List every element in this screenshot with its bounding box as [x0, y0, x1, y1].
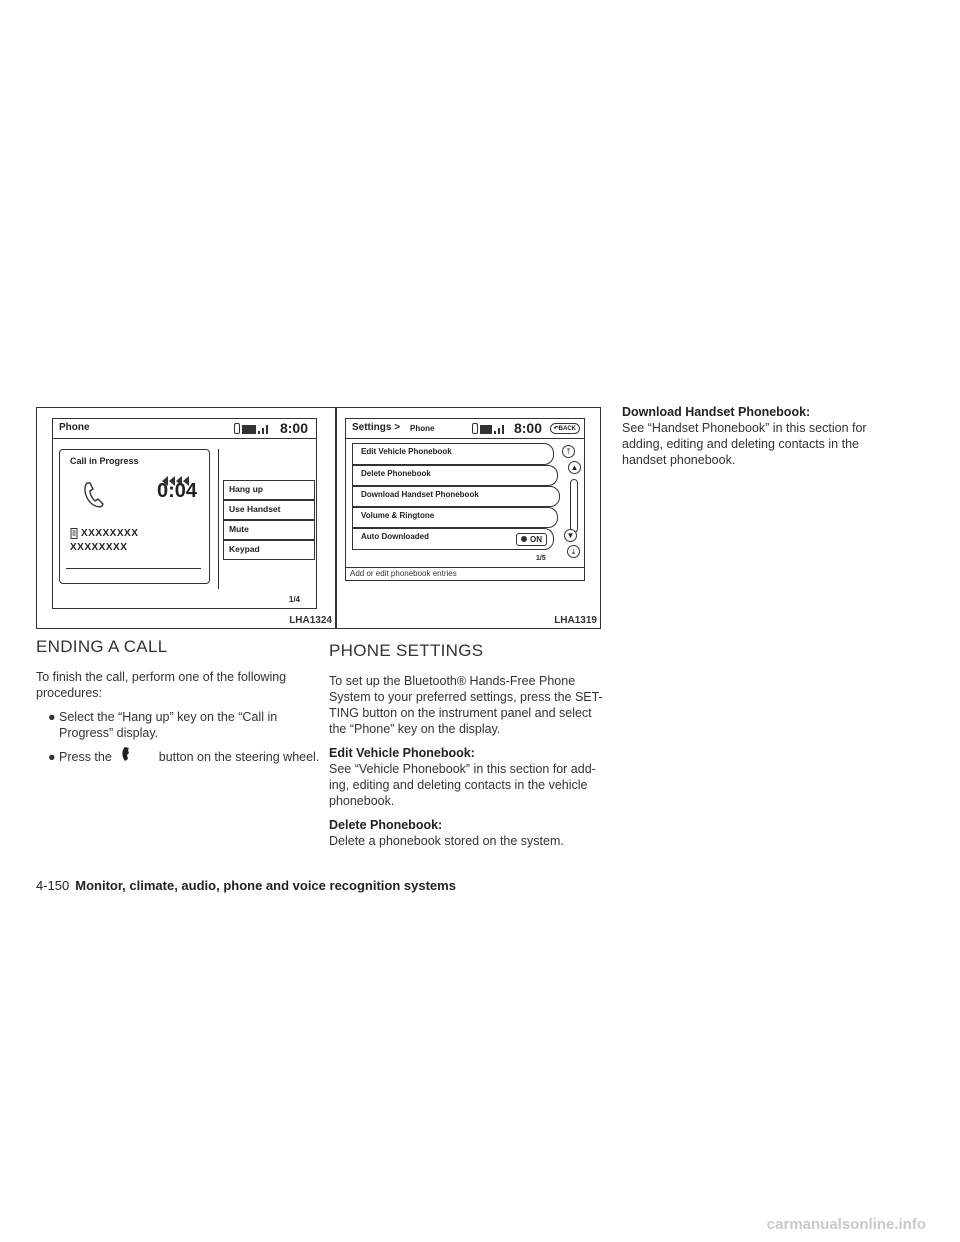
paragraph: To finish the call, perform one of the following procedures: — [36, 670, 287, 700]
call-panel — [59, 449, 210, 584]
column-ending-a-call — [36, 637, 324, 773]
bullet-marker: ● — [48, 710, 56, 724]
back-arrow-icon: ↶ — [553, 426, 559, 432]
figure-phone-settings — [336, 407, 601, 629]
status-icons — [234, 423, 268, 434]
watermark: carmanualsonline.info — [766, 1216, 926, 1233]
screen-title: Settings > — [352, 422, 401, 433]
status-bar — [346, 419, 584, 439]
paragraph: See “Handset Phonebook” in this section for adding, editing and deleting contacts in the handset phonebook. — [622, 421, 867, 467]
subheading: Edit Vehicle Phonebook: — [329, 746, 475, 760]
bluetooth-icon — [472, 423, 478, 434]
bullet-text: Select the “Hang up” key on the “Call in Progress” display. — [59, 710, 278, 740]
caller-name: XXXXXXXX — [70, 542, 128, 553]
figure-id: LHA1319 — [554, 615, 597, 626]
battery-icon — [480, 425, 492, 434]
bullet-text: button on the steering wheel. — [158, 750, 320, 764]
handset-icon — [82, 480, 106, 510]
download-handset-phonebook-item[interactable]: Download Handset Phonebook — [352, 486, 560, 507]
delete-phonebook-item[interactable]: Delete Phonebook — [352, 465, 558, 486]
screen-subtitle: Phone — [410, 424, 435, 433]
help-text: Add or edit phonebook entries — [350, 569, 457, 578]
toggle-indicator-icon — [521, 536, 527, 542]
help-divider — [346, 567, 584, 568]
bluetooth-icon — [234, 423, 240, 434]
call-menu — [218, 449, 315, 589]
bullet-item — [36, 709, 324, 741]
back-label: BACK — [558, 426, 576, 432]
edit-vehicle-phonebook-item[interactable]: Edit Vehicle Phonebook — [352, 443, 554, 465]
subheading: Delete Phonebook: — [329, 818, 443, 832]
mute-button[interactable]: Mute — [223, 520, 315, 540]
signal-icon — [262, 428, 264, 434]
use-handset-button[interactable]: Use Handset — [223, 500, 315, 520]
status-icons — [472, 423, 504, 434]
settings-screen — [345, 418, 585, 581]
screen-title: Phone — [59, 422, 90, 433]
phone-hangup-icon — [115, 749, 155, 763]
figure-id: LHA1324 — [289, 615, 332, 626]
scroll-bottom-button[interactable]: ⤓ — [567, 545, 580, 558]
toggle-label: ON — [530, 535, 542, 544]
scroll-top-button[interactable]: ⤒ — [562, 445, 575, 458]
page-indicator: 1/5 — [536, 555, 546, 562]
chapter-title: Monitor, climate, audio, phone and voice recognition systems — [75, 878, 456, 893]
page-number: 4-150 — [36, 878, 70, 893]
call-duration: 0:04 — [156, 480, 197, 502]
back-button[interactable] — [550, 423, 580, 434]
divider — [66, 568, 201, 569]
signal-icon — [502, 425, 504, 434]
bullet-text: Press the — [59, 750, 112, 764]
scroll-down-button[interactable]: ▼ — [564, 529, 577, 542]
scrollbar[interactable] — [570, 479, 578, 533]
auto-downloaded-item[interactable]: Auto Downloaded — [352, 528, 554, 550]
keypad-button[interactable]: Keypad — [223, 540, 315, 560]
subheading: Download Handset Phonebook: — [622, 405, 811, 419]
paragraph: To set up the Bluetooth® Hands-Free Phone System to your preferred settings, press the SET-TING button on the instrument panel and select the “Phone” key on the display. — [329, 674, 603, 736]
status-bar — [53, 419, 316, 439]
page-indicator: 1/4 — [288, 595, 300, 604]
page-footer — [36, 878, 456, 893]
signal-icon — [258, 431, 260, 434]
phone-screen — [52, 418, 317, 609]
clock: 8:00 — [513, 420, 542, 436]
call-status-title: Call in Progress — [70, 456, 139, 466]
signal-icon — [266, 425, 268, 434]
caller-number: XXXXXXXX — [81, 528, 139, 539]
paragraph: Delete a phonebook stored on the system. — [329, 834, 564, 848]
signal-icon — [494, 431, 496, 434]
paragraph: See “Vehicle Phonebook” in this section for add-ing, editing and deleting contacts in the vehicle phonebook. — [329, 762, 596, 808]
section-heading: ENDING A CALL — [36, 637, 168, 656]
volume-ringtone-item[interactable]: Volume & Ringtone — [352, 507, 558, 528]
signal-icon — [498, 428, 500, 434]
clock: 8:00 — [279, 420, 308, 436]
scroll-up-button[interactable]: ▲ — [568, 461, 581, 474]
bullet-item — [36, 749, 324, 765]
column-download-handset — [622, 404, 896, 476]
section-heading: PHONE SETTINGS — [329, 641, 484, 660]
mobile-phone-icon — [70, 528, 78, 539]
figure-call-in-progress — [36, 407, 336, 629]
battery-icon — [242, 425, 256, 434]
auto-download-toggle[interactable] — [516, 533, 547, 546]
bullet-marker: ● — [48, 750, 56, 764]
hang-up-button[interactable]: Hang up — [223, 480, 315, 500]
column-phone-settings — [329, 639, 603, 857]
